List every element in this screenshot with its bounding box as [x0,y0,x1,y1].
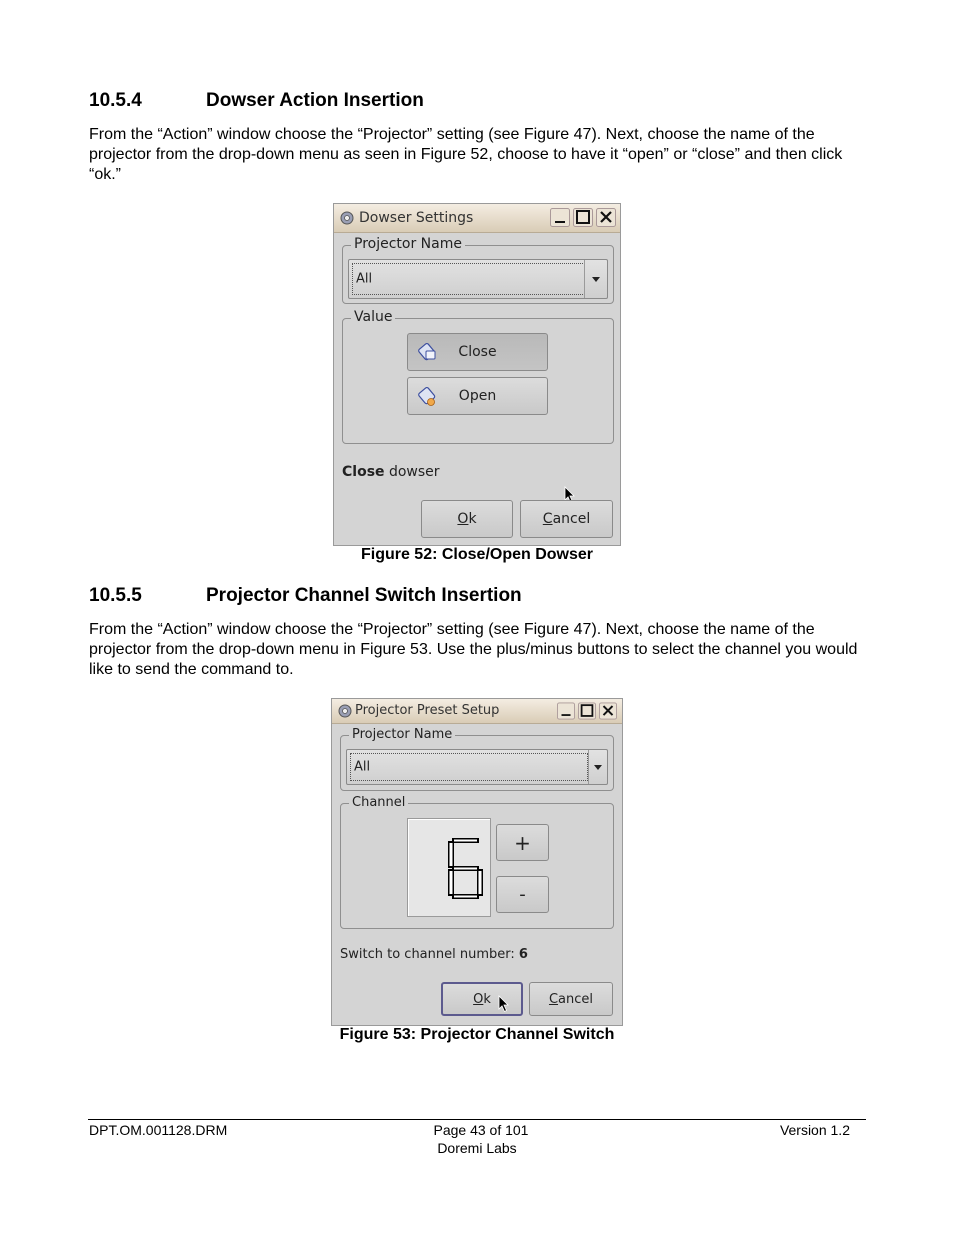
footer-rule [88,1119,866,1120]
maximize-icon[interactable] [578,702,596,720]
gear-icon [339,210,355,226]
close-dowser-button[interactable] [407,333,548,371]
section-paragraph: From the “Action” window choose the “Projector” setting (see Figure 47). Next, choose the name of the projector from the drop-down menu as seen in Figure 52, choose to have it “open” or “close” and then click “ok.” [89,126,843,183]
dropdown-value: All [356,271,373,287]
ok-button[interactable] [421,500,513,538]
projector-preset-setup-dialog [331,698,623,1026]
seven-segment-digit [408,819,490,916]
section-paragraph: From the “Action” window choose the “Projector” setting (see Figure 47). Next, choose the name of the projector from the drop-down menu in Figure 53. Use the plus/minus buttons to select the channel you would like to send the command to. [89,621,858,678]
group-label: Value [351,309,395,325]
footer-page-number: Page 43 of 101 [433,1122,529,1138]
title-bar [332,699,622,724]
window-title: Projector Preset Setup [355,703,500,718]
cancel-label: ancel [558,991,594,1007]
status-bold: Close [342,464,385,480]
dropdown-value: All [354,759,371,775]
open-dowser-button[interactable] [407,377,548,415]
dropdown-value-box [350,753,588,781]
channel-minus-button[interactable] [496,876,549,913]
group-label: Projector Name [349,727,455,742]
window-title: Dowser Settings [359,210,474,226]
channel-display [407,818,491,917]
cancel-mnemonic: C [548,991,559,1007]
chevron-down-icon [594,765,602,770]
status-text [342,464,440,480]
value-group [342,309,614,444]
dowser-close-icon [417,342,439,364]
figure-53-caption: Figure 53: Projector Channel Switch [339,1026,615,1043]
maximize-icon[interactable] [573,208,593,227]
section-heading-10-5-5 [89,585,789,609]
group-label: Channel [349,795,408,810]
cancel-mnemonic: C [542,511,553,527]
chevron-down-icon [592,277,600,282]
status-value: 6 [518,947,528,962]
channel-plus-button[interactable] [496,824,549,861]
status-text [340,947,528,962]
title-bar [334,204,620,233]
section-title: Projector Channel Switch Insertion [206,585,522,606]
channel-group [340,795,614,929]
section-title: Dowser Action Insertion [206,90,424,111]
ok-button[interactable] [441,982,523,1016]
plus-label: + [514,830,531,855]
minimize-icon[interactable] [550,208,570,227]
dropdown-value-box [352,263,585,295]
section-heading-10-5-4 [89,90,789,114]
gear-icon [337,703,353,719]
cancel-button[interactable] [529,982,613,1016]
footer-version: Version 1.2 [779,1122,850,1138]
projector-dropdown[interactable] [346,749,608,785]
footer-company: Doremi Labs [437,1140,517,1156]
close-window-icon[interactable] [596,208,616,227]
section-number: 10.5.5 [89,585,142,606]
dropdown-arrow[interactable] [584,260,607,298]
cancel-button[interactable] [520,500,613,538]
footer-doc-id: DPT.OM.001128.DRM [89,1122,228,1138]
dowser-settings-dialog [333,203,621,546]
dowser-open-icon [417,386,439,408]
figure-52-caption: Figure 52: Close/Open Dowser [360,546,594,563]
close-window-icon[interactable] [599,702,617,720]
projector-name-group [340,727,614,791]
status-label: Switch to channel number: [340,947,519,962]
minimize-icon[interactable] [557,702,575,720]
status-rest: dowser [384,464,440,480]
projector-dropdown[interactable] [348,259,608,299]
projector-name-group [342,236,614,304]
section-number: 10.5.4 [89,90,142,111]
ok-label: k [483,991,491,1007]
ok-mnemonic: O [457,511,469,527]
close-label: Close [458,344,497,360]
dropdown-arrow[interactable] [588,750,607,784]
open-label: Open [458,388,497,404]
cancel-label: ancel [552,511,591,527]
ok-label: k [468,511,477,527]
ok-mnemonic: O [473,991,484,1007]
mouse-cursor-icon [498,995,510,1013]
group-label: Projector Name [351,236,465,252]
minus-label: - [519,884,526,905]
